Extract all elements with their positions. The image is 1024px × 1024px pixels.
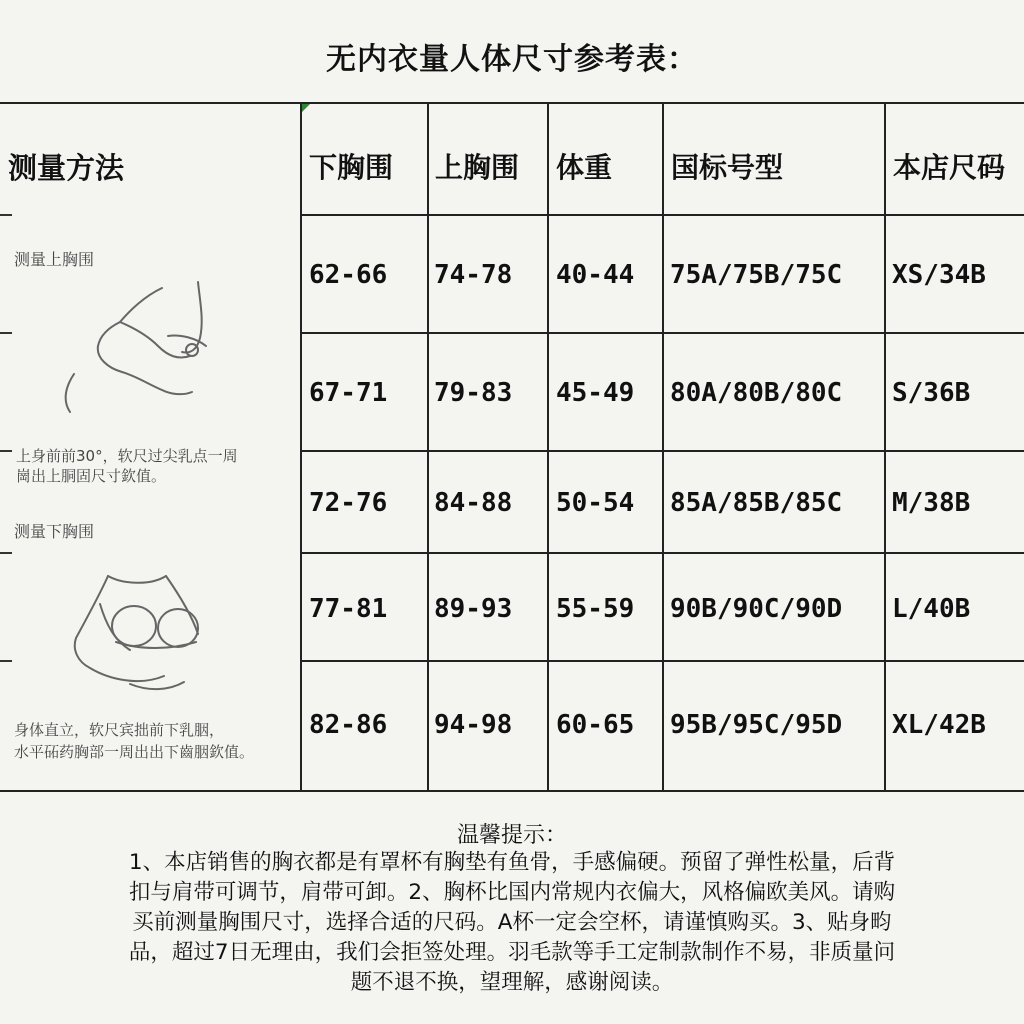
page-title: 无内衣量人体尺寸参考表： [326,42,698,77]
tips-line: 品，超过7日无理由，我们会拒签处理。羽毛款等手工定制款制作不易，非质量问 [128,940,896,965]
upper-bust-label: 测量上胸围 [14,250,95,269]
header-weight: 体重 [556,151,613,184]
row-divider [300,660,1024,662]
row-divider [300,552,1024,554]
col-divider [427,104,429,790]
method-header: 测量方法 [8,151,125,185]
table-cell: 89-93 [434,594,513,624]
table-cell: 55-59 [556,594,635,624]
table-cell: 67-71 [309,378,388,408]
table-cell: 79-83 [434,378,513,408]
under-bust-note-line2: 水平砳药胸部一周出出下齒胭欽值。 [14,743,255,761]
table-cell: 50-54 [556,488,635,518]
row-tick [0,332,12,334]
table-cell: 84-88 [434,488,513,518]
upper-bust-note-line2: 崗出上胴固尺寸欽值。 [16,467,167,485]
table-cell: XL/42B [892,710,986,740]
header-under-bust: 下胸围 [309,151,394,184]
table-cell: 82-86 [309,710,388,740]
size-table [0,102,1024,792]
table-cell: 45-49 [556,378,635,408]
row-tick [0,660,12,662]
table-cell: 80A/80B/80C [670,378,843,408]
row-divider [300,214,1024,216]
table-cell: 60-65 [556,710,635,740]
table-cell: 75A/75B/75C [670,260,843,290]
row-divider [300,450,1024,452]
row-tick [0,552,12,554]
upper-bust-note-line1: 上身前前30°，软尺过尖乳点一周 [16,447,238,465]
col-divider [547,104,549,790]
under-bust-note-line1: 身体直立，软尺宾拙前下乳胭， [14,721,225,739]
table-cell: M/38B [892,488,971,518]
col-divider [300,104,302,790]
table-cell: 40-44 [556,260,635,290]
row-tick [0,214,12,216]
table-cell: 95B/95C/95D [670,710,843,740]
table-cell: XS/34B [892,260,986,290]
header-national-size: 国标号型 [671,151,784,184]
table-cell: 90B/90C/90D [670,594,843,624]
under-bust-illustration [60,564,240,704]
upper-bust-illustration [50,276,240,416]
table-cell: 94-98 [434,710,513,740]
tips-title: 温馨提示： [456,823,567,848]
table-cell: L/40B [892,594,971,624]
tips-line: 买前测量胸围尺寸，选择合适的尺码。A杯一定会空杯，请谨慎购买。3、贴身畇 [132,910,892,935]
table-cell: 62-66 [309,260,388,290]
tips-line: 1、本店销售的胸衣都是有罩杯有胸垫有鱼骨，手感偏硬。预留了弹性松量，后背 [128,850,896,875]
table-cell: 74-78 [434,260,513,290]
col-divider [884,104,886,790]
measurement-method-column [0,104,300,790]
table-cell: 85A/85B/85C [670,488,843,518]
tips-line: 扣与肩带可调节，肩带可卸。2、胸杯比国内常规内衣偏大，风格偏欧美风。请购 [128,880,896,905]
tips-line: 题不退不换，望理解，感谢阅读。 [350,970,674,995]
row-divider [300,332,1024,334]
table-cell: S/36B [892,378,971,408]
tips-body [6,848,1018,998]
table-cell: 72-76 [309,488,388,518]
under-bust-label: 测量下胸围 [14,522,95,541]
col-divider [662,104,664,790]
header-upper-bust: 上胸围 [435,151,520,184]
row-tick [0,450,12,452]
table-cell: 77-81 [309,594,388,624]
header-store-size: 本店尺码 [893,151,1006,184]
